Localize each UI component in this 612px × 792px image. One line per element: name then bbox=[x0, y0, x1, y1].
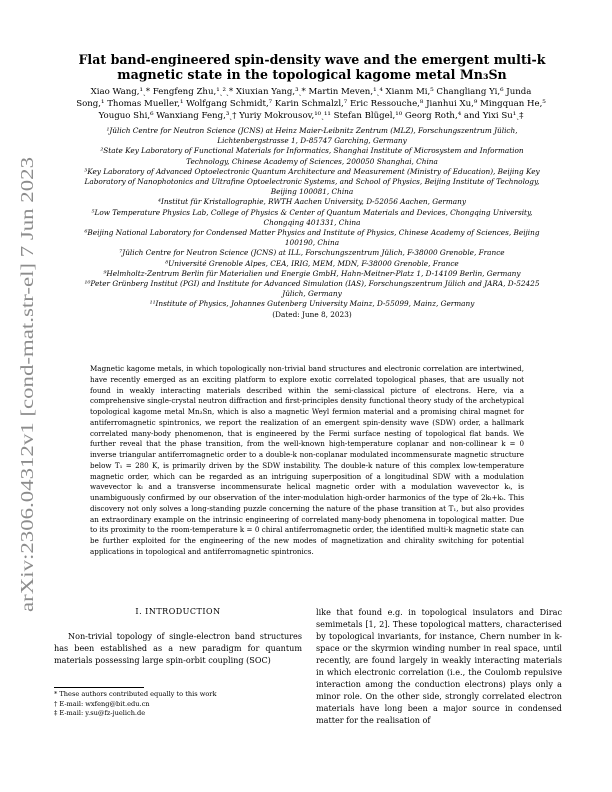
affiliation: ⁹Helmholtz-Zentrum Berlin für Materialien und Energie GmbH, Hahn-Meitner-Platz 1, D-14109 Berlin, Germany bbox=[103, 268, 521, 278]
affiliation: ⁵Low Temperature Physics Lab, College of Physics & Center of Quantum Materials and Devices, Chongqing University, Chongqing 401331, China bbox=[91, 207, 533, 227]
dated-line: (Dated: June 8, 2023) bbox=[272, 309, 352, 319]
footnote-email: † E-mail: wxfeng@bit.edu.cn bbox=[54, 699, 150, 708]
footnote-email: ‡ E-mail: y.su@fz-juelich.de bbox=[54, 709, 146, 718]
affiliation: ⁷Jülich Centre for Neutron Science (JCNS) at ILL, Forschungszentrum Jülich, F-38000 Grenoble, France bbox=[119, 248, 505, 258]
arxiv-identifier-text: arXiv:2306.04312v1 [cond-mat.str-el] 7 Jun 2023 bbox=[17, 263, 37, 612]
affiliation: ¹¹Institute of Physics, Johannes Gutenberg University Mainz, D-55099, Mainz, Germany bbox=[149, 299, 475, 309]
affiliation: ³Key Laboratory of Advanced Optoelectronic Quantum Architecture and Measurement (Ministry of Education), Beijing Key Laboratory of Nanophotonics and Ultrafine Optoelectronic Systems, and School of Physics, Beijing Institute of Technology, Beijing 100081, China bbox=[84, 166, 540, 197]
affiliation: ¹⁰Peter Grünberg Institut (PGI) and Institute for Advanced Simulation (IAS), Forschungszentrum Jülich and JARA, D-52425 Jülich, Germany bbox=[84, 279, 540, 299]
footnote-equal-contribution: * These authors contributed equally to this work bbox=[54, 690, 217, 698]
body-column-right bbox=[316, 606, 562, 726]
body-column-left bbox=[54, 630, 302, 666]
footnotes bbox=[54, 690, 302, 719]
affiliation: ⁸Université Grenoble Alpes, CEA, IRIG, MEM, MDN, F-38000 Grenoble, France bbox=[165, 258, 459, 268]
affiliation: ¹Jülich Centre for Neutron Science (JCNS) at Heinz Maier-Leibnitz Zentrum (MLZ), Forschungszentrum Jülich, Lichtenbergstrasse 1, D-85747 Garching, Germany bbox=[106, 126, 518, 146]
section-heading-introduction: I. INTRODUCTION bbox=[135, 607, 221, 616]
footnote-divider bbox=[54, 687, 144, 688]
abstract: Magnetic kagome metals, in which topologically non-trivial band structures and electronic correlation are intertwined, have recently emerged as an exciting platform to explore exotic correlated topological phases, that are usually not found in weakly interacting materials described within the semi-classical picture of electrons. Here, via a comprehensive single-crystal neutron diffraction and first-principles density functional theory study of the archetypical topological kagome metal Mn₃Sn, which is also a magnetic Weyl fermion material and a promising chiral magnet for antiferromagnetic spintronics, we report the realization of an emergent spin-density wave (SDW) order, a hallmark correlated many-body phenomenon, that is engineered by the Fermi surface nesting of topological flat bands. We further reveal that the phase transition, from the well-known high-temperature coplanar and non-collinear k = 0 inverse triangular antiferromagnetic order to a double-k non-coplanar modulated incommensurate magnetic structure below T₁ = 280 K, is primarily driven by the SDW instability. The double-k nature of this complex low-temperature magnetic order, which can be regarded as an intriguing superposition of a longitudinal SDW with a modulation wavevector kₗ and a transverse incommensurate helical magnetic order with a modulation wavevector kₜ, is unambiguously confirmed by our observation of the inter-modulation high-order harmonics of the type of 2kₗ+kₜ. This discovery not only solves a long-standing puzzle concerning the nature of the phase transition at T₁, but also provides an extraordinary example on the intrinsic engineering of correlated many-body phenomena in topological matter. Due to its proximity to the room-temperature k = 0 chiral antiferromagnetic order, the identified multi-k magnetic state can be further exploited for the engineering of the new modes of magnetization and chirality switching for potential applications in topological and antiferromagnetic spintronics. bbox=[90, 364, 524, 556]
author-list: Xiao Wang,¹ˎ* Fengfeng Zhu,¹ˎ²ˎ* Xiuxian Yang,³ˎ* Martin Meven,¹ˎ⁴ Xianm Mi,⁵ Changliang Yi,⁶ Junda Song,¹ Thomas Mueller,¹ Wolfgang Schmidt,⁷ Karin Schmalzl,⁷ Eric Ressouche,⁸ Jianhui Xu,⁹ Mingquan He,⁵ Youguo Shi,⁶ Wanxiang Feng,³ˎ† Yuriy Mokrousov,¹⁰ˎ¹¹ Stefan Blügel,¹⁰ Georg Roth,⁴ and Yixi Su¹ˎ‡ bbox=[76, 87, 546, 121]
affiliation: ⁴Institut für Kristallographie, RWTH Aachen University, D-52056 Aachen, Germany bbox=[158, 197, 466, 207]
affiliations-block bbox=[84, 126, 540, 320]
intro-paragraph: Non-trivial topology of single-electron band structures has been established as a new paradigm for quantum materials possessing large spin-orbit coupling (SOC) bbox=[54, 631, 302, 665]
affiliation: ⁶Beijing National Laboratory for Condensed Matter Physics and Institute of Physics, Chinese Academy of Sciences, Beijing 100190, China bbox=[84, 228, 540, 248]
paper-title: Flat band-engineered spin-density wave and the emergent multi-k magnetic state in the topological kagome metal Mn₃Sn bbox=[78, 52, 546, 82]
arxiv-identifier-stamp bbox=[2, 150, 46, 620]
intro-paragraph-continued: like that found e.g. in topological insulators and Dirac semimetals [1, 2]. These topological matters, characterised by topological invariants, for instance, Chern number in k-space or the skyrmion winding number in real space, until recently, are found largely in weakly interacting materials in which electronic correlation (i.e., the Coulomb repulsive interaction among the conduction electrons) plays only a minor role. On the other side, strongly correlated electron materials have long been a major source in condensed matter for the realisation of bbox=[316, 607, 562, 725]
affiliation: ²State Key Laboratory of Functional Materials for Informatics, Shanghai Institute of Microsystem and Information Technology, Chinese Academy of Sciences, 200050 Shanghai, China bbox=[100, 146, 524, 166]
